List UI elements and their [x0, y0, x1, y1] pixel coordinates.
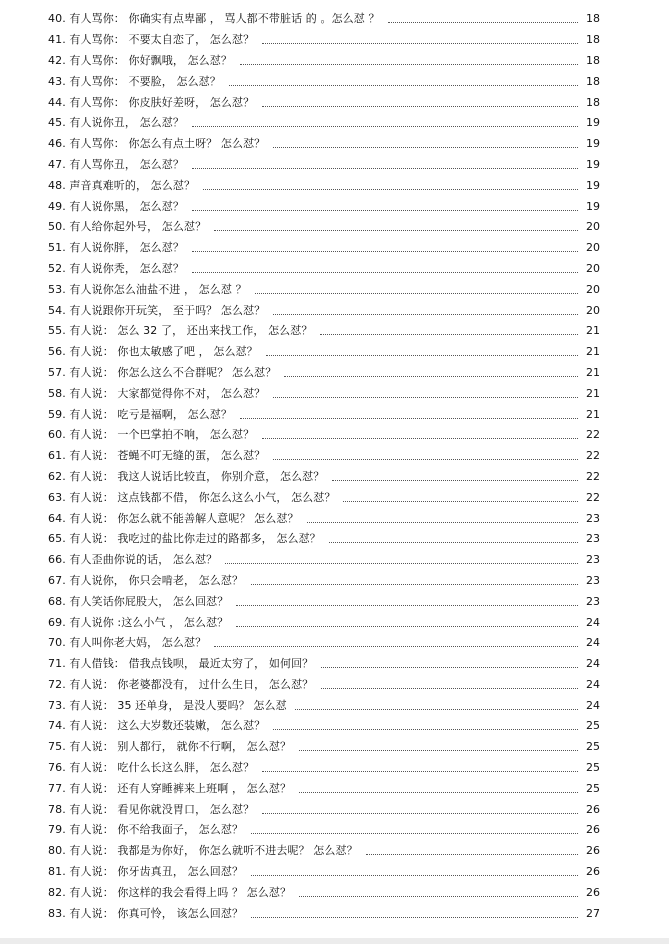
page-bottom-edge	[0, 938, 669, 944]
toc-entry[interactable]	[48, 695, 600, 716]
toc-entry-title: 49. 有人说你黑， 怎么怼？	[48, 199, 184, 213]
toc-entry-title: 56. 有人说： 你也太敏感了吧 ， 怎么怼？	[48, 345, 258, 359]
toc-page-number: 18	[586, 33, 600, 47]
toc-entry-title: 83. 有人说： 你真可怜， 该怎么回怼？	[48, 906, 244, 920]
toc-dot-leader	[192, 167, 578, 169]
toc-dot-leader	[214, 229, 578, 231]
toc-dot-leader	[251, 916, 578, 918]
toc-entry[interactable]	[48, 134, 600, 155]
toc-dot-leader	[388, 21, 578, 23]
toc-entry-title: 46. 有人骂你： 你怎么有点土呀？ 怎么怼？	[48, 137, 266, 151]
toc-dot-leader	[251, 583, 578, 585]
toc-page-number: 19	[586, 157, 600, 171]
toc-entry[interactable]	[48, 71, 600, 92]
toc-page-number: 20	[586, 220, 600, 234]
toc-page-number: 25	[586, 761, 600, 775]
toc-page-number: 26	[586, 844, 600, 858]
toc-dot-leader	[236, 625, 578, 627]
toc-entry-title: 76. 有人说： 吃什么长这么胖， 怎么怼？	[48, 761, 255, 775]
toc-dot-leader	[321, 666, 578, 668]
toc-dot-leader	[273, 728, 578, 730]
toc-dot-leader	[262, 105, 578, 107]
toc-page-number: 18	[586, 74, 600, 88]
toc-dot-leader	[240, 63, 578, 65]
toc-page-number: 24	[586, 615, 600, 629]
toc-entry[interactable]	[48, 238, 600, 259]
toc-entry[interactable]	[48, 799, 600, 820]
toc-dot-leader	[240, 417, 578, 419]
toc-entry[interactable]	[48, 737, 600, 758]
toc-dot-leader	[229, 84, 578, 86]
toc-page-number: 23	[586, 594, 600, 608]
toc-dot-leader	[251, 874, 578, 876]
toc-dot-leader	[320, 333, 578, 335]
toc-page-number: 25	[586, 781, 600, 795]
toc-entry-title: 82. 有人说： 你这样的我会看得上吗 ？ 怎么怼？	[48, 885, 292, 899]
toc-page-number: 24	[586, 636, 600, 650]
toc-dot-leader	[214, 645, 578, 647]
toc-page-number: 26	[586, 802, 600, 816]
toc-entry-title: 48. 声音真难听的， 怎么怼？	[48, 178, 196, 192]
toc-entry-title: 73. 有人说： 35 还单身， 是没人要吗？ 怎么怼	[48, 698, 287, 712]
toc-entry-title: 77. 有人说： 还有人穿睡裤来上班啊 ， 怎么怼？	[48, 781, 292, 795]
toc-entry-title: 41. 有人骂你： 不要太自恋了， 怎么怼？	[48, 33, 255, 47]
toc-entry-title: 52. 有人说你秃， 怎么怼？	[48, 261, 184, 275]
toc-dot-leader	[332, 479, 578, 481]
toc-dot-leader	[307, 521, 578, 523]
toc-page-number: 26	[586, 885, 600, 899]
toc-entry-title: 69. 有人说你 :这么小气 ， 怎么怼？	[48, 615, 229, 629]
toc-entry-title: 70. 有人叫你老大妈， 怎么怼？	[48, 636, 207, 650]
toc-entry-title: 64. 有人说： 你怎么就不能善解人意呢？ 怎么怼？	[48, 511, 299, 525]
toc-entry-title: 40. 有人骂你： 你确实有点卑鄙 ， 骂人都不带脏话 的 。怎么怼 ？	[48, 12, 380, 26]
toc-entry[interactable]	[48, 175, 600, 196]
toc-entry[interactable]	[48, 820, 600, 841]
toc-entry[interactable]	[48, 196, 600, 217]
toc-dot-leader	[262, 770, 578, 772]
toc-entry[interactable]	[48, 487, 600, 508]
toc-dot-leader	[266, 354, 578, 356]
toc-page-number: 20	[586, 261, 600, 275]
toc-dot-leader	[321, 687, 578, 689]
toc-page-number: 25	[586, 740, 600, 754]
toc-entry-title: 42. 有人骂你： 你好飘哦， 怎么怼？	[48, 53, 232, 67]
toc-dot-leader	[284, 375, 578, 377]
toc-page-number: 26	[586, 865, 600, 879]
toc-entry[interactable]	[48, 113, 600, 134]
toc-page-number: 20	[586, 282, 600, 296]
toc-entry[interactable]	[48, 633, 600, 654]
toc-entry[interactable]	[48, 758, 600, 779]
toc-dot-leader	[273, 458, 578, 460]
toc-entry[interactable]	[48, 321, 600, 342]
toc-page-number: 21	[586, 365, 600, 379]
toc-entry-title: 66. 有人歪曲你说的话， 怎么怼？	[48, 553, 218, 567]
toc-page-number: 22	[586, 490, 600, 504]
toc-page-number: 21	[586, 407, 600, 421]
toc-entry[interactable]	[48, 92, 600, 113]
toc-dot-leader	[273, 313, 578, 315]
toc-entry[interactable]	[48, 30, 600, 51]
toc-entry[interactable]	[48, 862, 600, 883]
toc-entry-title: 44. 有人骂你： 你皮肤好差呀， 怎么怼？	[48, 95, 255, 109]
toc-page-number: 24	[586, 657, 600, 671]
toc-dot-leader	[192, 125, 578, 127]
toc-dot-leader	[273, 396, 578, 398]
toc-page-number: 22	[586, 428, 600, 442]
toc-entry[interactable]	[48, 9, 600, 30]
toc-page-number: 18	[586, 12, 600, 26]
toc-entry[interactable]	[48, 675, 600, 696]
toc-entry-title: 57. 有人说： 你怎么这么不合群呢？ 怎么怼？	[48, 365, 277, 379]
toc-dot-leader	[203, 188, 578, 190]
toc-entry[interactable]	[48, 882, 600, 903]
toc-page-number: 23	[586, 511, 600, 525]
toc-page-number: 19	[586, 199, 600, 213]
toc-entry-title: 47. 有人骂你丑， 怎么怼？	[48, 157, 184, 171]
toc-entry-title: 62. 有人说： 我这人说话比较直， 你别介意， 怎么怼？	[48, 469, 325, 483]
toc-page-number: 20	[586, 303, 600, 317]
toc-entry-title: 43. 有人骂你： 不要脸， 怎么怼？	[48, 74, 221, 88]
toc-dot-leader	[295, 708, 578, 710]
toc-dot-leader	[299, 895, 578, 897]
toc-entry-title: 80. 有人说： 我都是为你好， 你怎么就听不进去呢？ 怎么怼？	[48, 844, 358, 858]
toc-entry[interactable]	[48, 903, 600, 924]
toc-page-number: 27	[586, 906, 600, 920]
toc-page-number: 22	[586, 449, 600, 463]
toc-page-number: 24	[586, 698, 600, 712]
toc-entry-title: 74. 有人说： 这么大岁数还装嫩， 怎么怼？	[48, 719, 266, 733]
toc-entry-title: 78. 有人说： 看见你就没胃口， 怎么怼？	[48, 802, 255, 816]
toc-entry[interactable]	[48, 654, 600, 675]
toc-entry[interactable]	[48, 716, 600, 737]
toc-page-number: 18	[586, 95, 600, 109]
toc-entry[interactable]	[48, 612, 600, 633]
toc-dot-leader	[262, 812, 578, 814]
toc-page-number: 25	[586, 719, 600, 733]
toc-dot-leader	[236, 604, 578, 606]
toc-dot-leader	[299, 749, 578, 751]
toc-entry-title: 60. 有人说： 一个巴掌拍不响， 怎么怼？	[48, 428, 255, 442]
toc-entry-title: 67. 有人说你， 你只会啃老， 怎么怼？	[48, 573, 244, 587]
toc-entry[interactable]	[48, 51, 600, 72]
toc-entry-title: 51. 有人说你胖， 怎么怼？	[48, 241, 184, 255]
toc-entry-title: 81. 有人说： 你牙齿真丑， 怎么回怼？	[48, 865, 244, 879]
toc-entry[interactable]	[48, 217, 600, 238]
toc-entry-title: 61. 有人说： 苍蝇不叮无缝的蛋， 怎么怼？	[48, 449, 266, 463]
toc-entry-title: 54. 有人说跟你开玩笑， 至于吗？ 怎么怼？	[48, 303, 266, 317]
toc-entry[interactable]	[48, 778, 600, 799]
toc-page-number: 23	[586, 553, 600, 567]
toc-dot-leader	[273, 146, 578, 148]
toc-page-number: 21	[586, 324, 600, 338]
toc-entry[interactable]	[48, 550, 600, 571]
toc-entry-title: 45. 有人说你丑， 怎么怼？	[48, 116, 184, 130]
toc-entry-title: 53. 有人说你怎么油盐不进 ， 怎么怼 ？	[48, 282, 247, 296]
toc-dot-leader	[262, 437, 578, 439]
toc-entry[interactable]	[48, 467, 600, 488]
toc-entry-title: 75. 有人说： 别人都行， 就你不行啊， 怎么怼？	[48, 740, 292, 754]
toc-entry[interactable]	[48, 363, 600, 384]
toc-page-number: 21	[586, 345, 600, 359]
toc-entry[interactable]	[48, 383, 600, 404]
toc-page-number: 23	[586, 532, 600, 546]
toc-entry[interactable]	[48, 279, 600, 300]
toc-entry-title: 58. 有人说： 大家都觉得你不对， 怎么怼？	[48, 386, 266, 400]
table-of-contents	[48, 9, 600, 924]
toc-entry[interactable]	[48, 591, 600, 612]
toc-page-number: 23	[586, 573, 600, 587]
toc-page-number: 19	[586, 116, 600, 130]
toc-page-number: 18	[586, 53, 600, 67]
toc-entry-title: 79. 有人说： 你不给我面子， 怎么怼？	[48, 823, 244, 837]
toc-dot-leader	[255, 292, 578, 294]
toc-page-number: 20	[586, 241, 600, 255]
toc-entry[interactable]	[48, 841, 600, 862]
toc-entry-title: 63. 有人说： 这点钱都不借， 你怎么这么小气， 怎么怼？	[48, 490, 336, 504]
toc-dot-leader	[329, 541, 578, 543]
toc-entry[interactable]	[48, 571, 600, 592]
toc-dot-leader	[192, 271, 578, 273]
toc-entry[interactable]	[48, 446, 600, 467]
toc-entry-title: 71. 有人借钱： 借我点钱呗， 最近太穷了， 如何回？	[48, 657, 314, 671]
toc-dot-leader	[262, 42, 578, 44]
toc-entry-title: 50. 有人给你起外号， 怎么怼？	[48, 220, 207, 234]
toc-dot-leader	[299, 791, 578, 793]
toc-entry-title: 68. 有人笑话你屁股大， 怎么回怼？	[48, 594, 229, 608]
toc-entry[interactable]	[48, 529, 600, 550]
toc-page-number: 24	[586, 677, 600, 691]
toc-page-number: 19	[586, 178, 600, 192]
toc-entry[interactable]	[48, 425, 600, 446]
toc-dot-leader	[366, 853, 578, 855]
toc-page-number: 21	[586, 386, 600, 400]
toc-page-number: 22	[586, 469, 600, 483]
toc-entry[interactable]	[48, 404, 600, 425]
toc-dot-leader	[225, 562, 578, 564]
toc-dot-leader	[251, 832, 578, 834]
toc-entry-title: 65. 有人说： 我吃过的盐比你走过的路都多， 怎么怼？	[48, 532, 321, 546]
toc-entry[interactable]	[48, 155, 600, 176]
toc-dot-leader	[192, 250, 578, 252]
toc-entry-title: 55. 有人说： 怎么 32 了， 还出来找工作， 怎么怼？	[48, 324, 313, 338]
toc-page-number: 26	[586, 823, 600, 837]
toc-entry[interactable]	[48, 508, 600, 529]
toc-dot-leader	[192, 209, 578, 211]
toc-entry-title: 59. 有人说： 吃亏是福啊， 怎么怼？	[48, 407, 232, 421]
toc-dot-leader	[343, 500, 578, 502]
toc-entry-title: 72. 有人说： 你老婆都没有， 过什么生日， 怎么怼？	[48, 677, 314, 691]
toc-entry[interactable]	[48, 259, 600, 280]
toc-entry[interactable]	[48, 342, 600, 363]
toc-entry[interactable]	[48, 300, 600, 321]
toc-page-number: 19	[586, 137, 600, 151]
